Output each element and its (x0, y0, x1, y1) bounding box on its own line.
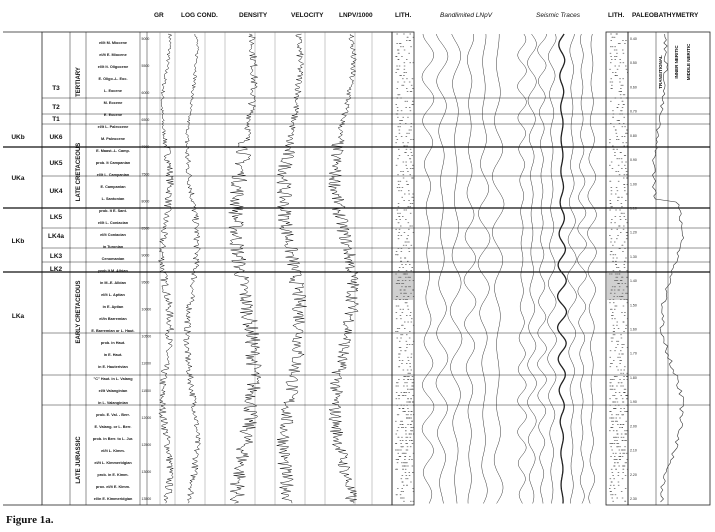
stage-label: prob. lt E. Sant. (99, 209, 127, 213)
stage-label: Cenomanian (101, 257, 125, 261)
stage-label: E. Eocene (103, 113, 123, 117)
seq-t1: T1 (52, 116, 60, 123)
seq-lka: LKa (11, 313, 25, 320)
system-tertiary: TERTIARY (76, 67, 82, 97)
stage-label: in E. Hauterivian (98, 365, 128, 369)
header-paleobathymetry: PALEOBATHYMETRY (632, 12, 699, 19)
system-late-jurassic: LATE JURASSIC (76, 436, 82, 484)
depth-mark: 13000 (141, 469, 152, 474)
header-lith-1: LITH. (395, 12, 412, 19)
stage-label: prob. lt Campanian (95, 161, 131, 165)
depth-mark: 0.80 (630, 133, 637, 138)
stage-label: el/lt E. Miocene (99, 53, 127, 57)
stage-label: "C" Haut. in L. Valang (93, 377, 133, 381)
stage-label: M. Paleocene (100, 137, 126, 141)
header-bandlimited: Bandlimited LNpV (440, 12, 493, 19)
depth-mark: 9500 (141, 280, 150, 285)
seq-t3: T3 (52, 85, 60, 92)
depth-mark: 10000 (141, 307, 152, 312)
stage-label: in E. Aptian (102, 305, 124, 309)
stage-label: E. Campanian (100, 185, 126, 189)
depth-mark: 0.70 (630, 109, 637, 114)
depth-mark: 13500 (141, 497, 152, 501)
depth-mark: 2.00 (630, 424, 637, 429)
stage-label: E. Valang. or L. Berr. (94, 425, 132, 429)
system-early-cretaceous: EARLY CRETACEOUS (76, 280, 82, 344)
depth-mark: 0.60 (630, 85, 637, 90)
stage-label: M. Eocene (103, 101, 123, 105)
figure-caption: Figure 1a. (6, 514, 54, 526)
system-late-cretaceous: LATE CRETACEOUS (76, 142, 82, 202)
stage-label: el/lt Coniacian (100, 233, 126, 237)
depth-mark: 1.20 (630, 230, 637, 235)
depth-mark: 2.20 (630, 472, 637, 477)
seq-uk4: UK4 (49, 188, 63, 195)
seq-lk2: LK2 (49, 266, 63, 273)
seq-lk5: LK5 (49, 214, 63, 221)
stage-label: prob. in Haut. (100, 341, 126, 345)
stage-label: el/in E. Kimmeridgian (93, 497, 133, 501)
depth-mark: 1.00 (630, 182, 637, 187)
depth-mark: 6000 (141, 91, 150, 96)
depth-mark: 12000 (141, 415, 152, 420)
depth-mark: 0.40 (630, 37, 637, 41)
stage-label: el/lt M. Miocene (98, 41, 128, 45)
header-density: DENSITY (239, 12, 268, 19)
header-seismic: Seismic Traces (536, 12, 580, 19)
depth-mark: 1.60 (630, 327, 637, 332)
stage-label: prox. el/lt E. Kimm. (95, 485, 131, 489)
seq-uk6: UK6 (49, 134, 63, 141)
stage-label: el/lt lt. Oligocene (97, 65, 129, 69)
stage-label: E. Barremian or L. Haut. (91, 329, 135, 333)
depth-mark: 12500 (141, 442, 152, 447)
depth-mark: 1.10 (630, 206, 637, 211)
depth-mark: 1.90 (630, 400, 637, 405)
pb-transitional: TRANSITIONAL (658, 55, 663, 89)
stage-label: E. Oligo.-L. Eoc. (98, 77, 128, 81)
stage-label: L. Eocene (104, 89, 122, 93)
seq-ukb: UKb (11, 134, 25, 141)
seq-lkb: LKb (11, 238, 25, 245)
depth-mark: 2.10 (630, 448, 637, 453)
depth-mark: 2.30 (630, 497, 637, 501)
depth-mark: 6500 (141, 118, 150, 123)
stage-label: prob lt M. Albian (98, 269, 128, 273)
stage-label: prob. in Berr. to L. Jur. (92, 437, 134, 441)
depth-mark: 10500 (141, 334, 152, 339)
depth-mark: 8500 (141, 226, 150, 231)
pb-inner-neritic: INNER NERITIC (674, 45, 679, 79)
header-lnpv: LNPV/1000 (339, 12, 373, 19)
depth-mark: 5000 (141, 37, 150, 41)
seq-lk3: LK3 (49, 253, 63, 260)
stage-label: el/lt L. Aptian (101, 293, 125, 297)
stage-label: E. Maast.-L. Camp. (96, 149, 130, 153)
stage-label: in Turonian (102, 245, 124, 249)
seq-t2: T2 (52, 104, 60, 111)
stage-label: el/lt L. Paleocene (97, 125, 129, 129)
header-log-cond: LOG COND. (181, 12, 218, 19)
stage-label: in E. Haut. (103, 353, 123, 357)
depth-mark: 11000 (141, 361, 151, 366)
depth-mark: 1.40 (630, 279, 637, 284)
header-lith-2: LITH. (608, 12, 625, 19)
seq-uk5: UK5 (49, 160, 63, 167)
depth-mark: 1.30 (630, 254, 637, 259)
lith-dark-band (393, 272, 413, 300)
depth-mark: 1.50 (630, 303, 637, 308)
depth-mark: 0.90 (630, 158, 637, 163)
stage-label: in L. Valanginian (98, 401, 128, 405)
stage-label: in M.-E. Albian (99, 281, 127, 285)
pb-middle-neritic: MIDDLE NERITIC (686, 43, 691, 81)
stage-label: prob. E. Val. - Berr. (96, 413, 130, 417)
stage-label: el/in Barremian (99, 317, 127, 321)
depth-mark: 0.50 (630, 61, 637, 66)
stage-label: el/lt L. Campanian (96, 173, 130, 177)
lith-dark-band (607, 272, 627, 300)
depth-mark: 1.70 (630, 351, 637, 356)
depth-mark: 11500 (141, 388, 151, 393)
stage-label: el/lt L. Kimm. (101, 449, 125, 453)
stage-label: el/lt L. Kimmeridgian (94, 461, 132, 465)
header-velocity: VELOCITY (291, 12, 324, 19)
stage-label: el/lt Valanginian (98, 389, 128, 393)
seq-uka: UKa (11, 175, 25, 182)
depth-mark: 5500 (141, 64, 150, 69)
depth-mark: 1.80 (630, 375, 637, 380)
depth-mark: 8000 (141, 199, 150, 204)
stage-label: L. Santonian (101, 197, 125, 201)
seq-lk4a: LK4a (48, 233, 64, 240)
stage-label: el/lt L. Coniacian (97, 221, 129, 225)
depth-mark: 7500 (141, 172, 150, 177)
depth-mark: 7000 (141, 145, 150, 150)
header-gr: GR (154, 12, 164, 19)
depth-mark: 9000 (141, 253, 150, 258)
stage-label: prob. in E. Kimm. (97, 473, 129, 477)
